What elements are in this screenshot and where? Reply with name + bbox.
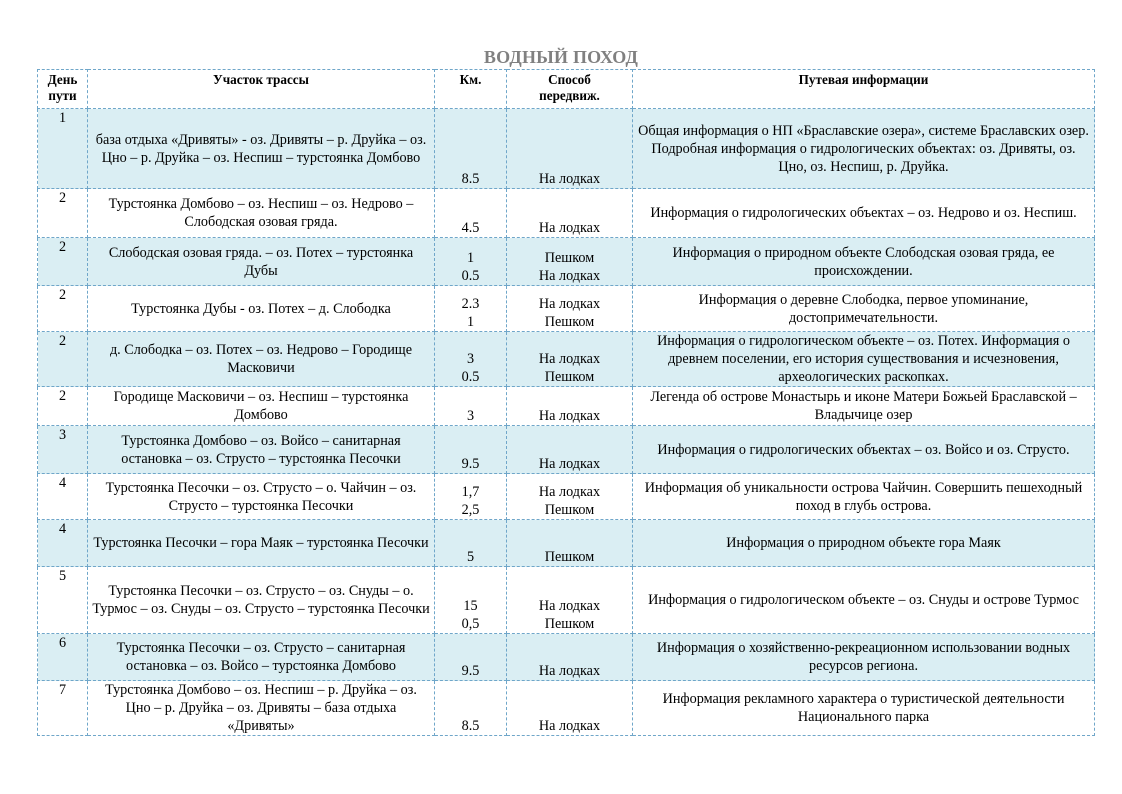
table-row xyxy=(38,474,1095,520)
page-title: ВОДНЫЙ ПОХОД xyxy=(483,47,639,67)
mode-cell xyxy=(507,681,633,736)
mode-cell xyxy=(507,634,633,681)
km-value: 15 xyxy=(463,598,478,614)
mode-value: Пешком xyxy=(544,250,595,266)
segment-cell: Турстоянка Песочки – оз. Струсто – санитарная остановка – оз. Войсо – турстоянка Домбово xyxy=(88,634,435,681)
day-cell: 2 xyxy=(38,286,88,332)
table-row xyxy=(38,520,1095,567)
mode-cell xyxy=(507,109,633,189)
mode-value: На лодках xyxy=(538,663,601,679)
segment-cell: Слободская озовая гряда. – оз. Потех – турстоянка Дубы xyxy=(88,238,435,286)
km-cell xyxy=(435,109,507,189)
km-value: 0.5 xyxy=(461,268,480,284)
km-cell xyxy=(435,634,507,681)
day-cell: 7 xyxy=(38,681,88,736)
mode-cell xyxy=(507,286,633,332)
mode-value: На лодках xyxy=(538,598,601,614)
km-cell xyxy=(435,387,507,426)
km-value: 0.5 xyxy=(461,369,480,385)
header-day: День пути xyxy=(38,70,88,109)
segment-cell: Турстоянка Дубы - оз. Потех – д. Слободка xyxy=(88,286,435,332)
segment-cell: Турстоянка Домбово – оз. Неспиш – оз. Недрово – Слободская озовая гряда. xyxy=(88,189,435,238)
info-cell: Информация о гидрологическом объекте – оз. Снуды и острове Турмос xyxy=(633,567,1095,634)
table-row xyxy=(38,681,1095,736)
info-cell: Информация о природном объекте Слободская озовая гряда, ее происхождении. xyxy=(633,238,1095,286)
mode-cell xyxy=(507,567,633,634)
km-value: 4.5 xyxy=(461,220,480,236)
segment-cell: Турстоянка Песочки – гора Маяк – турстоянка Песочки xyxy=(88,520,435,567)
mode-cell xyxy=(507,238,633,286)
segment-cell: Турстоянка Домбово – оз. Войсо – санитарная остановка – оз. Струсто – турстоянка Песочки xyxy=(88,426,435,474)
route-table xyxy=(37,69,1095,736)
table-row xyxy=(38,332,1095,387)
mode-cell xyxy=(507,189,633,238)
mode-value: На лодках xyxy=(538,220,601,236)
km-value: 0,5 xyxy=(461,616,480,632)
km-value: 3 xyxy=(466,351,475,367)
segment-cell: Турстоянка Домбово – оз. Неспиш – р. Друйка – оз. Цно – р. Друйка – оз. Дривяты – база отдыха «Дривяты» xyxy=(88,681,435,736)
km-value: 1,7 xyxy=(461,484,480,500)
mode-value: Пешком xyxy=(544,616,595,632)
header-info: Путевая информации xyxy=(633,70,1095,109)
km-cell xyxy=(435,332,507,387)
km-value: 1 xyxy=(466,250,475,266)
table-row xyxy=(38,387,1095,426)
mode-cell xyxy=(507,474,633,520)
segment-cell: Городище Масковичи – оз. Неспиш – турстоянка Домбово xyxy=(88,387,435,426)
table-row xyxy=(38,426,1095,474)
km-value: 9.5 xyxy=(461,663,480,679)
segment-cell: Турстоянка Песочки – оз. Струсто – оз. Снуды – о. Турмос – оз. Снуды – оз. Струсто – турстоянка Песочки xyxy=(88,567,435,634)
mode-value: На лодках xyxy=(538,718,601,734)
info-cell: Информация о гидрологическом объекте – оз. Потех. Информация о древнем поселении, его история существования и исчезновения, археологических раскопках. xyxy=(633,332,1095,387)
table-row xyxy=(38,634,1095,681)
segment-cell: Турстоянка Песочки – оз. Струсто – о. Чайчин – оз. Струсто – турстоянка Песочки xyxy=(88,474,435,520)
header-mode: Способ передвиж. xyxy=(507,70,633,109)
table-row xyxy=(38,286,1095,332)
km-value: 1 xyxy=(466,314,475,330)
km-value: 2.3 xyxy=(461,296,480,312)
segment-cell: база отдыха «Дривяты» - оз. Дривяты – р. Друйка – оз. Цно – р. Друйка – оз. Неспиш – турстоянка Домбово xyxy=(88,109,435,189)
header-km: Км. xyxy=(435,70,507,109)
day-cell: 2 xyxy=(38,238,88,286)
table-row xyxy=(38,567,1095,634)
mode-value: На лодках xyxy=(538,484,601,500)
day-cell: 4 xyxy=(38,474,88,520)
mode-value: На лодках xyxy=(538,268,601,284)
info-cell: Информация о гидрологических объектах – оз. Недрово и оз. Неспиш. xyxy=(633,189,1095,238)
km-value: 8.5 xyxy=(461,171,480,187)
mode-value: Пешком xyxy=(544,549,595,565)
day-cell: 4 xyxy=(38,520,88,567)
day-cell: 6 xyxy=(38,634,88,681)
table-row xyxy=(38,238,1095,286)
km-cell xyxy=(435,520,507,567)
day-cell: 5 xyxy=(38,567,88,634)
mode-cell xyxy=(507,332,633,387)
info-cell: Общая информация о НП «Браславские озера», системе Браславских озер. Подробная информация о гидрологических объектах: оз. Дривяты, оз. Цно, оз. Неспиш, р. Друйка. xyxy=(633,109,1095,189)
mode-value: На лодках xyxy=(538,408,601,424)
day-cell: 3 xyxy=(38,426,88,474)
segment-cell: д. Слободка – оз. Потех – оз. Недрово – Городище Масковичи xyxy=(88,332,435,387)
km-value: 5 xyxy=(466,549,475,565)
km-cell xyxy=(435,238,507,286)
km-cell xyxy=(435,681,507,736)
table-row xyxy=(38,109,1095,189)
day-cell: 1 xyxy=(38,109,88,189)
info-cell: Информация о природном объекте гора Маяк xyxy=(633,520,1095,567)
mode-value: На лодках xyxy=(538,171,601,187)
km-value: 8.5 xyxy=(461,718,480,734)
km-cell xyxy=(435,474,507,520)
mode-cell xyxy=(507,426,633,474)
mode-cell xyxy=(507,520,633,567)
km-value: 9.5 xyxy=(461,456,480,472)
header-segment: Участок трассы xyxy=(88,70,435,109)
mode-value: Пешком xyxy=(544,314,595,330)
km-cell xyxy=(435,567,507,634)
day-cell: 2 xyxy=(38,189,88,238)
table-header-row xyxy=(38,70,1095,109)
km-value: 2,5 xyxy=(461,502,480,518)
info-cell: Информация о деревне Слободка, первое упоминание, достопримечательности. xyxy=(633,286,1095,332)
info-cell: Легенда об острове Монастырь и иконе Матери Божьей Браславской – Владычице озер xyxy=(633,387,1095,426)
mode-value: На лодках xyxy=(538,456,601,472)
info-cell: Информация о гидрологических объектах – оз. Войсо и оз. Струсто. xyxy=(633,426,1095,474)
km-cell xyxy=(435,286,507,332)
info-cell: Информация о хозяйственно-рекреационном использовании водных ресурсов региона. xyxy=(633,634,1095,681)
day-cell: 2 xyxy=(38,332,88,387)
km-cell xyxy=(435,189,507,238)
km-value: 3 xyxy=(466,408,475,424)
mode-value: Пешком xyxy=(544,369,595,385)
info-cell: Информация об уникальности острова Чайчин. Совершить пешеходный поход в глубь острова. xyxy=(633,474,1095,520)
mode-value: Пешком xyxy=(544,502,595,518)
mode-value: На лодках xyxy=(538,296,601,312)
km-cell xyxy=(435,426,507,474)
table-body xyxy=(38,109,1095,736)
table-row xyxy=(38,189,1095,238)
info-cell: Информация рекламного характера о туристической деятельности Национального парка xyxy=(633,681,1095,736)
day-cell: 2 xyxy=(38,387,88,426)
mode-value: На лодках xyxy=(538,351,601,367)
mode-cell xyxy=(507,387,633,426)
